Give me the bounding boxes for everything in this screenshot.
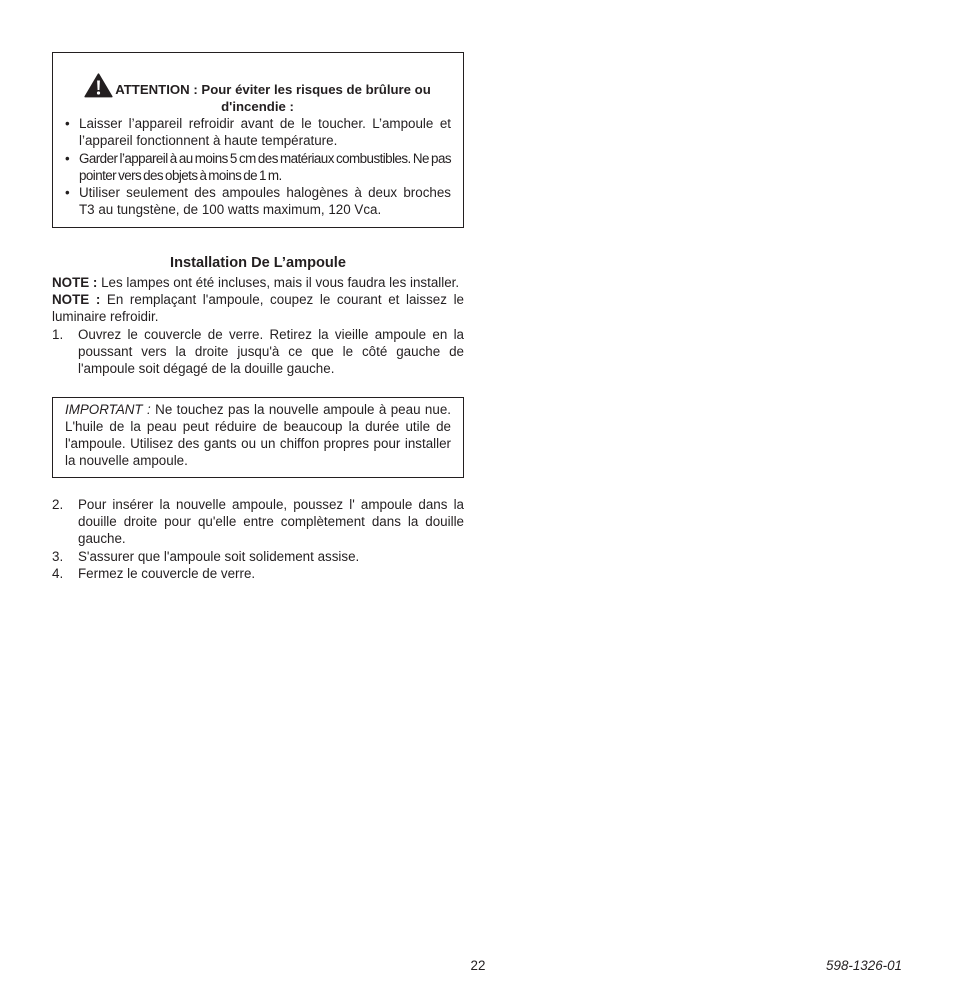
warning-item-text: Laisser l’appareil refroidir avant de le toucher. L’ampoule et l’appareil fonctionnent à haute température. <box>79 116 451 149</box>
important-box <box>52 397 464 478</box>
warning-item-text: Garder l’appareil à au moins 5 cm des matériaux combustibles. Ne pas pointer vers des objets à moins de 1 m. <box>79 150 451 183</box>
warning-heading-line2: d'incendie : <box>221 99 294 114</box>
steps-list-after <box>52 496 464 582</box>
note-1-label: NOTE : <box>52 274 98 290</box>
steps-list-before <box>52 326 464 378</box>
content-column <box>52 52 464 582</box>
step-item <box>52 326 464 378</box>
step-item <box>52 548 464 565</box>
important-label: IMPORTANT : <box>65 401 151 417</box>
step-number: 1. <box>52 326 64 342</box>
warning-item <box>64 150 451 185</box>
warning-triangle-icon <box>84 73 113 98</box>
warning-item-text: Utiliser seulement des ampoules halogènes à deux broches T3 au tungstène, de 100 watts maximum, 120 Vca. <box>79 185 451 218</box>
step-number: 3. <box>52 548 64 564</box>
document-code: 598-1326-01 <box>826 958 902 973</box>
step-number: 2. <box>52 496 64 512</box>
step-text: Ouvrez le couvercle de verre. Retirez la vieille ampoule en la poussant vers la droite jusqu'à ce que le côté gauche de l'ampoule soit dégagé de la douille gauche. <box>78 326 464 377</box>
note-1-text: Les lampes ont été incluses, mais il vous faudra les installer. <box>97 274 460 290</box>
section-title: Installation De L’ampoule <box>170 254 346 271</box>
note-2-text: En remplaçant l'ampoule, coupez le courant et laissez le luminaire refroidir. <box>52 292 464 325</box>
bullet-marker: • <box>65 116 70 131</box>
bullet-marker: • <box>65 150 70 166</box>
step-text: Pour insérer la nouvelle ampoule, poussez l' ampoule dans la douille droite pour qu'elle entre complètement dans la douille gauche. <box>78 496 464 547</box>
warning-list <box>64 115 451 219</box>
note-2-label: NOTE : <box>52 292 101 308</box>
important-text: Ne touchez pas la nouvelle ampoule à peau nue. L'huile de la peau peut réduire de beaucoup la durée utile de l'ampoule. Utilisez des gants ou un chiffon propres pour installer la nouvelle ampoule. <box>65 401 451 469</box>
note-2 <box>52 291 464 326</box>
page-number: 22 <box>470 958 486 973</box>
warning-item <box>64 184 451 219</box>
warning-heading-line1: ATTENTION : Pour éviter les risques de brûlure ou <box>115 82 431 97</box>
step-text: Fermez le couvercle de verre. <box>78 565 256 581</box>
step-item <box>52 565 464 582</box>
warning-item <box>64 115 451 150</box>
step-number: 4. <box>52 565 64 581</box>
bullet-marker: • <box>65 185 70 201</box>
warning-box <box>52 52 464 228</box>
note-1 <box>52 274 464 291</box>
warning-heading <box>64 73 451 115</box>
step-text: S'assurer que l'ampoule soit solidement assise. <box>78 548 360 564</box>
step-item <box>52 496 464 548</box>
